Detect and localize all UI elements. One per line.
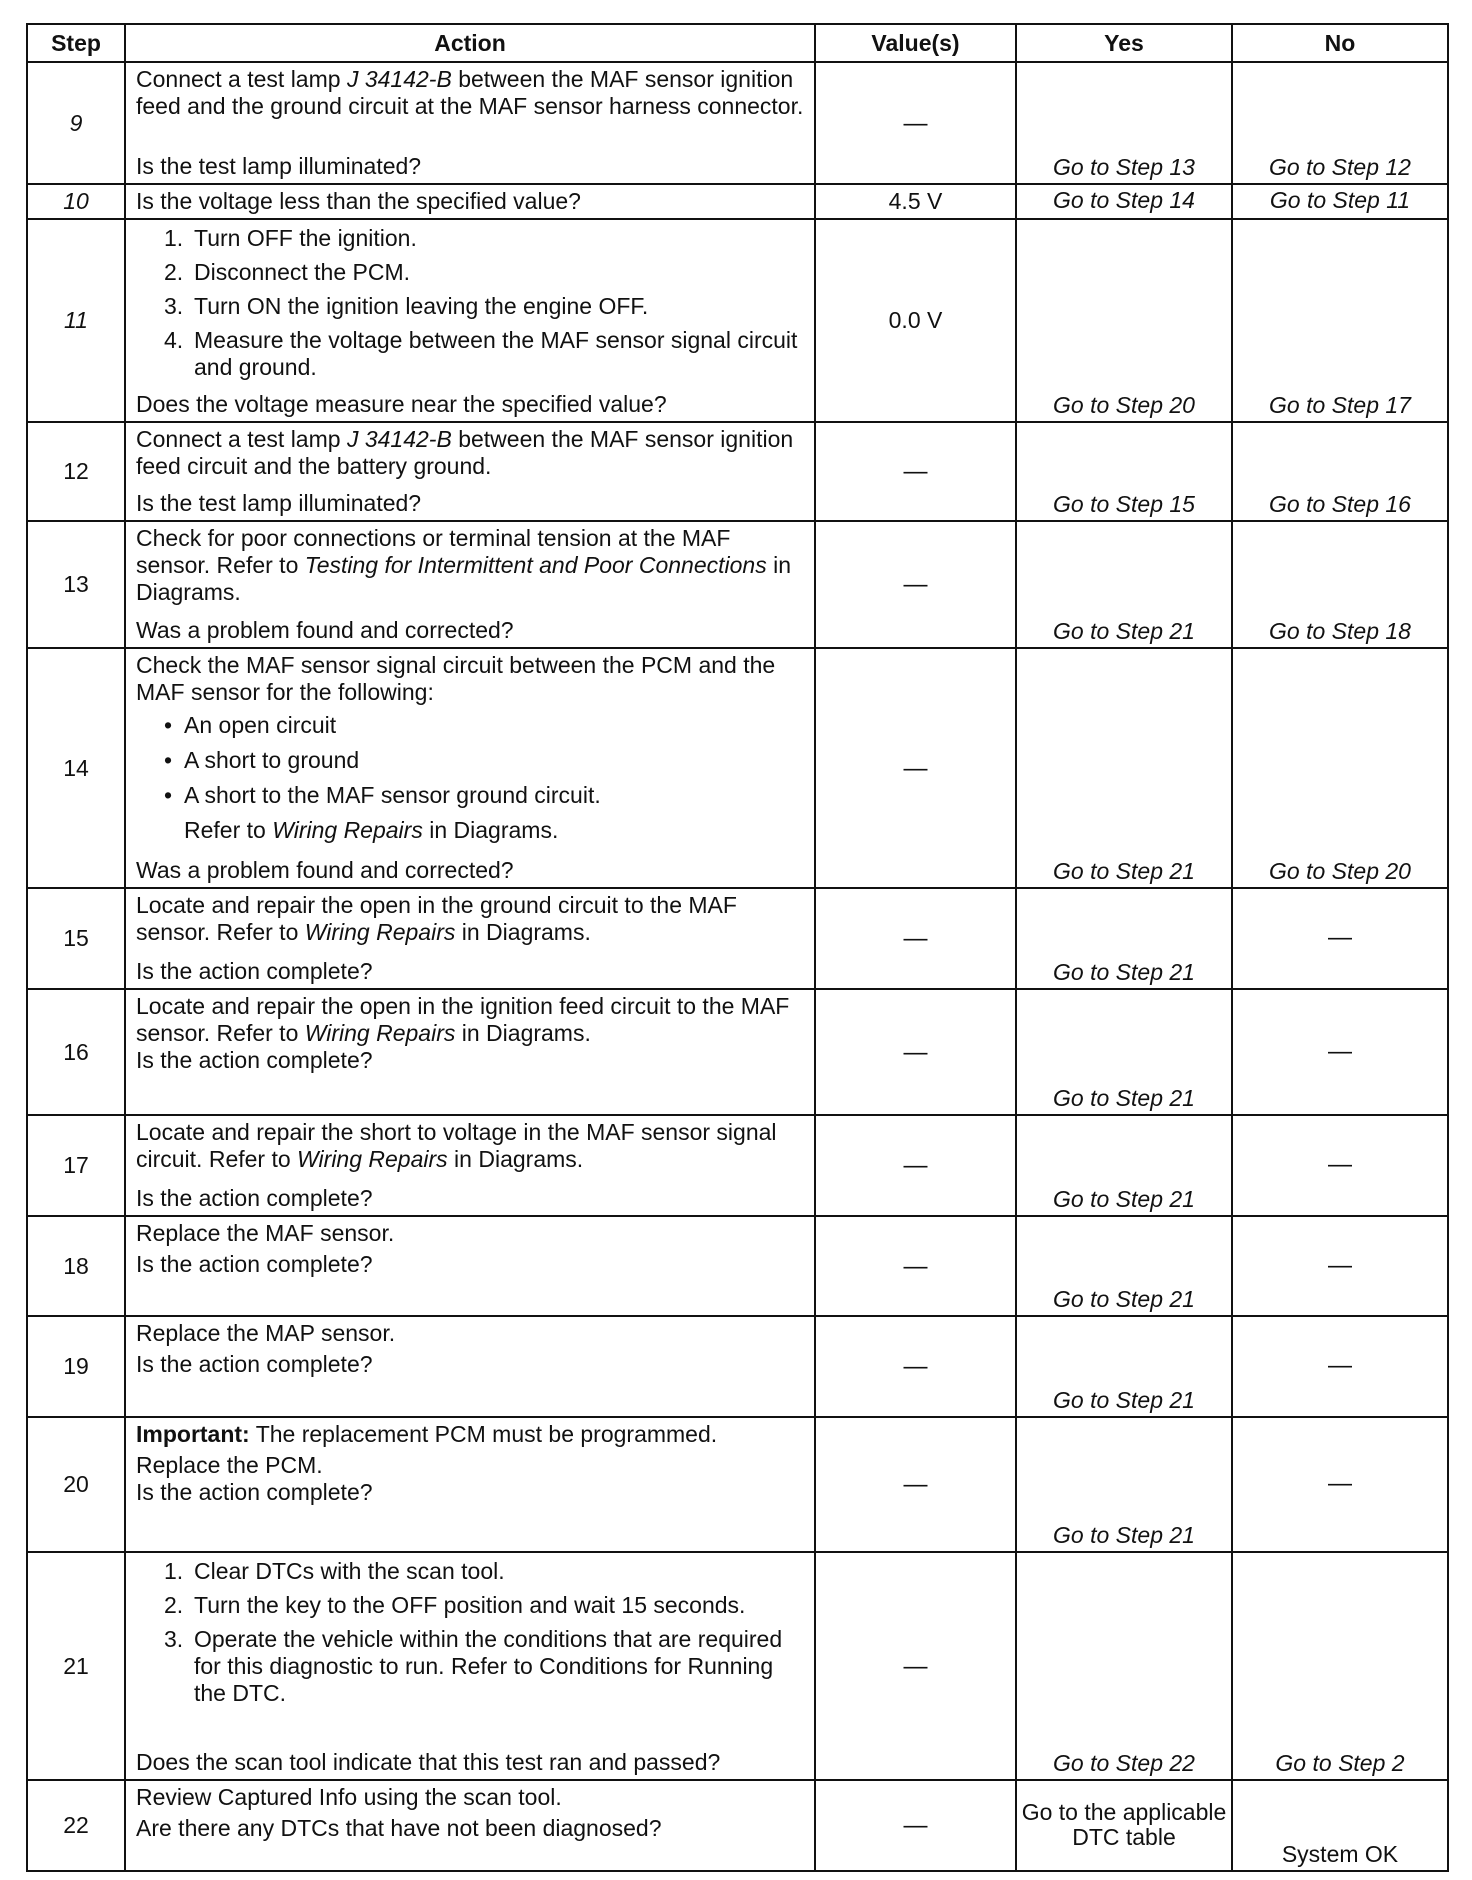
no-cell: Go to Step 18	[1232, 521, 1448, 648]
action-cell	[125, 1115, 815, 1216]
table-row	[27, 219, 1448, 422]
action-question: Is the action complete?	[136, 1047, 373, 1073]
action-cell	[125, 1417, 815, 1552]
step-number: 11	[27, 219, 125, 422]
no-cell: —	[1232, 1417, 1448, 1552]
action-question: Does the scan tool indicate that this test ran and passed?	[136, 1749, 721, 1775]
yes-cell: Go to Step 21	[1016, 1216, 1232, 1316]
action-question: Was a problem found and corrected?	[136, 857, 514, 883]
step-number: 19	[27, 1316, 125, 1417]
action-cell	[125, 1316, 815, 1417]
table-row	[27, 648, 1448, 888]
action-text: Replace the PCM.	[136, 1452, 323, 1478]
no-cell: Go to Step 17	[1232, 219, 1448, 422]
step-number: 12	[27, 422, 125, 521]
no-cell: —	[1232, 1115, 1448, 1216]
list-item: 1. Clear DTCs with the scan tool.	[164, 1558, 505, 1584]
table-row	[27, 1316, 1448, 1417]
step-number: 15	[27, 888, 125, 989]
yes-cell: Go to Step 21	[1016, 888, 1232, 989]
action-text: Replace the MAP sensor.	[136, 1320, 396, 1346]
action-text: Locate and repair the short to voltage in the MAF sensor signal circuit. Refer to Wiring Repairs in Diagrams.	[136, 1119, 777, 1172]
value-cell: —	[815, 521, 1016, 648]
no-cell: Go to Step 12	[1232, 62, 1448, 184]
yes-cell: Go to Step 21	[1016, 989, 1232, 1115]
header-values: Value(s)	[815, 24, 1016, 62]
no-cell: Go to Step 11	[1232, 184, 1448, 219]
numbered-list	[136, 223, 806, 388]
action-cell	[125, 521, 815, 648]
value-cell: —	[815, 648, 1016, 888]
action-cell	[125, 648, 815, 888]
table-row	[27, 422, 1448, 521]
action-cell	[125, 1216, 815, 1316]
step-number: 20	[27, 1417, 125, 1552]
yes-cell: Go to Step 21	[1016, 521, 1232, 648]
no-cell: Go to Step 20	[1232, 648, 1448, 888]
action-question: Is the action complete?	[136, 1251, 373, 1277]
action-cell	[125, 888, 815, 989]
no-cell: Go to Step 16	[1232, 422, 1448, 521]
action-text: Locate and repair the open in the ground circuit to the MAF sensor. Refer to Wiring Repairs in Diagrams.	[136, 892, 737, 945]
table-row	[27, 989, 1448, 1115]
action-question: Are there any DTCs that have not been diagnosed?	[136, 1815, 662, 1841]
action-text: Connect a test lamp J 34142-B between the MAF sensor ignition feed and the ground circuit at the MAF sensor harness connector.	[136, 66, 804, 119]
header-no: No	[1232, 24, 1448, 62]
value-cell: —	[815, 1316, 1016, 1417]
diagnostic-table	[26, 23, 1449, 1872]
yes-cell: Go to Step 21	[1016, 1417, 1232, 1552]
table-row	[27, 1552, 1448, 1780]
action-cell	[125, 1552, 815, 1780]
list-item: 3. Operate the vehicle within the conditions that are required for this diagnostic to run. Refer to Conditions for Running the DTC.	[164, 1626, 783, 1706]
table-row	[27, 184, 1448, 219]
yes-cell: Go to Step 21	[1016, 1115, 1232, 1216]
action-cell	[125, 219, 815, 422]
action-text: Review Captured Info using the scan tool.	[136, 1784, 562, 1810]
important-note: Important: The replacement PCM must be programmed.	[136, 1421, 718, 1447]
step-number: 16	[27, 989, 125, 1115]
yes-cell: Go to the applicable DTC table	[1016, 1780, 1232, 1871]
action-cell	[125, 989, 815, 1115]
value-cell: —	[815, 989, 1016, 1115]
yes-cell: Go to Step 14	[1016, 184, 1232, 219]
action-text: Replace the MAF sensor.	[136, 1220, 395, 1246]
yes-cell: Go to Step 15	[1016, 422, 1232, 521]
action-text: Check for poor connections or terminal tension at the MAF sensor. Refer to Testing for Intermittent and Poor Connections in Diagrams.	[136, 525, 792, 605]
no-cell: —	[1232, 1216, 1448, 1316]
step-number: 22	[27, 1780, 125, 1871]
action-question: Is the action complete?	[136, 1185, 373, 1211]
step-number: 14	[27, 648, 125, 888]
table-row	[27, 521, 1448, 648]
no-cell: —	[1232, 1316, 1448, 1417]
yes-cell: Go to Step 21	[1016, 1316, 1232, 1417]
step-number: 18	[27, 1216, 125, 1316]
no-cell: —	[1232, 989, 1448, 1115]
list-item: • An open circuit	[164, 712, 337, 738]
value-cell: 0.0 V	[815, 219, 1016, 422]
yes-cell: Go to Step 20	[1016, 219, 1232, 422]
numbered-list	[136, 1556, 806, 1714]
list-item: 3. Turn ON the ignition leaving the engine OFF.	[164, 293, 649, 319]
refer-text: Refer to Wiring Repairs in Diagrams.	[184, 817, 559, 843]
header-action: Action	[125, 24, 815, 62]
action-question: Is the test lamp illuminated?	[136, 490, 422, 516]
list-item: 4. Measure the voltage between the MAF sensor signal circuit and ground.	[164, 327, 798, 380]
step-number: 10	[27, 184, 125, 219]
header-step: Step	[27, 24, 125, 62]
step-number: 21	[27, 1552, 125, 1780]
yes-cell: Go to Step 13	[1016, 62, 1232, 184]
table-row	[27, 888, 1448, 989]
action-cell	[125, 62, 815, 184]
header-row	[27, 24, 1448, 62]
action-cell	[125, 1780, 815, 1871]
value-cell: —	[815, 1780, 1016, 1871]
no-cell: —	[1232, 888, 1448, 989]
no-cell: Go to Step 2	[1232, 1552, 1448, 1780]
action-question: Is the test lamp illuminated?	[136, 153, 422, 179]
value-cell: —	[815, 888, 1016, 989]
action-text: Check the MAF sensor signal circuit between the PCM and the MAF sensor for the following:	[136, 652, 776, 705]
action-question: Is the action complete?	[136, 1351, 373, 1377]
list-item: 2. Turn the key to the OFF position and wait 15 seconds.	[164, 1592, 746, 1618]
action-text: Locate and repair the open in the ignition feed circuit to the MAF sensor. Refer to Wiring Repairs in Diagrams.	[136, 993, 790, 1046]
yes-cell: Go to Step 22	[1016, 1552, 1232, 1780]
value-cell: —	[815, 422, 1016, 521]
step-number: 13	[27, 521, 125, 648]
action-question: Is the action complete?	[136, 1479, 373, 1505]
list-item: 1. Turn OFF the ignition.	[164, 225, 417, 251]
action-question: Is the voltage less than the specified value?	[125, 184, 815, 219]
value-cell: —	[815, 1216, 1016, 1316]
value-cell: —	[815, 1552, 1016, 1780]
step-number: 9	[27, 62, 125, 184]
no-cell: System OK	[1232, 1780, 1448, 1871]
value-cell: —	[815, 1115, 1016, 1216]
yes-cell: Go to Step 21	[1016, 648, 1232, 888]
action-text: Connect a test lamp J 34142-B between the MAF sensor ignition feed circuit and the battery ground.	[136, 426, 794, 479]
list-item: • A short to the MAF sensor ground circuit.	[164, 782, 601, 808]
action-cell	[125, 422, 815, 521]
list-item: 2. Disconnect the PCM.	[164, 259, 411, 285]
table-row	[27, 1115, 1448, 1216]
value-cell: —	[815, 62, 1016, 184]
action-question: Does the voltage measure near the specified value?	[136, 391, 667, 417]
action-question: Is the action complete?	[136, 958, 373, 984]
bullet-list	[136, 712, 806, 809]
header-yes: Yes	[1016, 24, 1232, 62]
value-cell: —	[815, 1417, 1016, 1552]
value-cell: 4.5 V	[815, 184, 1016, 219]
list-item: • A short to ground	[164, 747, 360, 773]
table-row	[27, 1216, 1448, 1316]
table-row	[27, 1417, 1448, 1552]
table-row	[27, 1780, 1448, 1871]
table-row	[27, 62, 1448, 184]
step-number: 17	[27, 1115, 125, 1216]
action-question: Was a problem found and corrected?	[136, 617, 514, 643]
